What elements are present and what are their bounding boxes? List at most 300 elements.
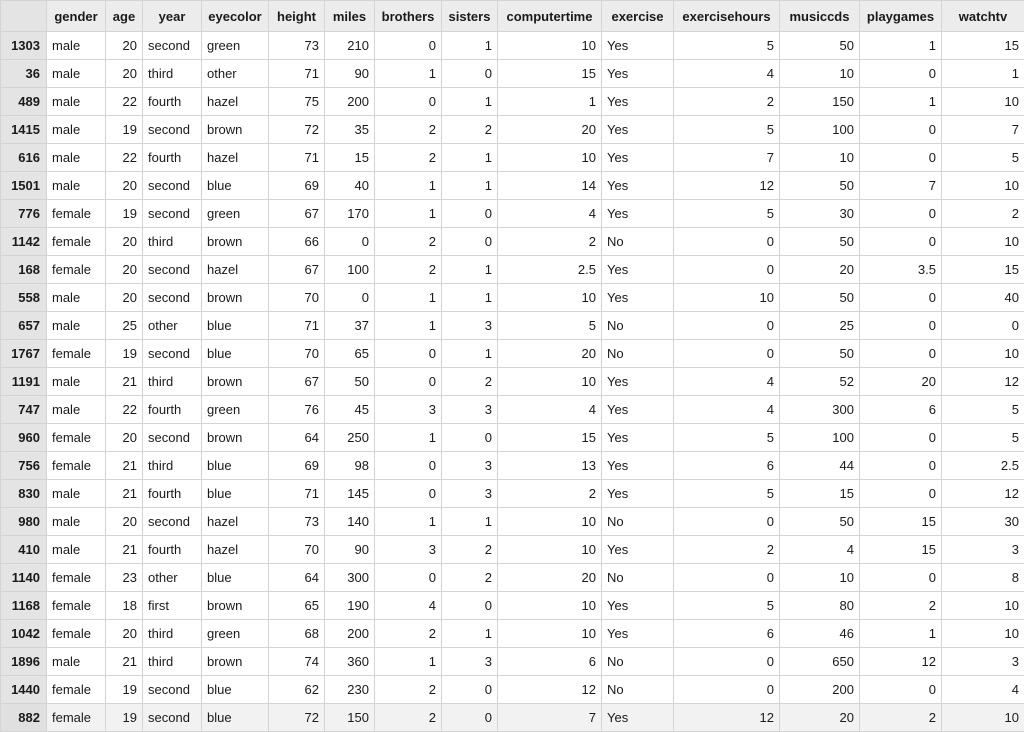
cell-brothers[interactable]: 2 xyxy=(375,116,442,144)
cell-watchtv[interactable]: 30 xyxy=(942,508,1024,536)
cell-watchtv[interactable]: 0 xyxy=(942,312,1024,340)
cell-age[interactable]: 20 xyxy=(106,256,143,284)
cell-exercise[interactable]: No xyxy=(602,228,674,256)
cell-age[interactable]: 23 xyxy=(106,564,143,592)
cell-year[interactable]: second xyxy=(143,32,202,60)
cell-miles[interactable]: 0 xyxy=(325,228,375,256)
cell-year[interactable]: third xyxy=(143,368,202,396)
cell-computertime[interactable]: 20 xyxy=(498,564,602,592)
cell-brothers[interactable]: 2 xyxy=(375,228,442,256)
table-row[interactable] xyxy=(1,424,1024,452)
cell-watchtv[interactable]: 10 xyxy=(942,88,1024,116)
cell-exercisehours[interactable]: 7 xyxy=(674,144,780,172)
cell-year[interactable]: second xyxy=(143,172,202,200)
table-row[interactable] xyxy=(1,676,1024,704)
cell-exercise[interactable]: Yes xyxy=(602,200,674,228)
cell-eyecolor[interactable]: green xyxy=(202,32,269,60)
cell-sisters[interactable]: 0 xyxy=(442,592,498,620)
cell-brothers[interactable]: 0 xyxy=(375,32,442,60)
cell-year[interactable]: fourth xyxy=(143,88,202,116)
cell-age[interactable]: 19 xyxy=(106,704,143,732)
row-index[interactable]: 882 xyxy=(1,704,47,732)
cell-exercise[interactable]: Yes xyxy=(602,592,674,620)
table-row[interactable] xyxy=(1,88,1024,116)
cell-gender[interactable]: male xyxy=(47,116,106,144)
cell-sisters[interactable]: 2 xyxy=(442,536,498,564)
cell-brothers[interactable]: 1 xyxy=(375,312,442,340)
row-index[interactable]: 558 xyxy=(1,284,47,312)
cell-height[interactable]: 72 xyxy=(269,704,325,732)
cell-computertime[interactable]: 2.5 xyxy=(498,256,602,284)
cell-age[interactable]: 20 xyxy=(106,32,143,60)
cell-exercise[interactable]: Yes xyxy=(602,480,674,508)
cell-age[interactable]: 20 xyxy=(106,60,143,88)
cell-computertime[interactable]: 10 xyxy=(498,508,602,536)
cell-year[interactable]: second xyxy=(143,116,202,144)
cell-gender[interactable]: male xyxy=(47,88,106,116)
cell-year[interactable]: third xyxy=(143,620,202,648)
cell-sisters[interactable]: 1 xyxy=(442,284,498,312)
cell-miles[interactable]: 100 xyxy=(325,256,375,284)
cell-computertime[interactable]: 12 xyxy=(498,676,602,704)
column-header-playgames[interactable]: playgames xyxy=(860,1,942,32)
cell-year[interactable]: second xyxy=(143,284,202,312)
cell-height[interactable]: 73 xyxy=(269,32,325,60)
cell-computertime[interactable]: 4 xyxy=(498,396,602,424)
cell-computertime[interactable]: 15 xyxy=(498,424,602,452)
column-header-year[interactable]: year xyxy=(143,1,202,32)
row-index[interactable]: 830 xyxy=(1,480,47,508)
cell-computertime[interactable]: 2 xyxy=(498,228,602,256)
cell-playgames[interactable]: 0 xyxy=(860,60,942,88)
cell-musiccds[interactable]: 10 xyxy=(780,60,860,88)
cell-miles[interactable]: 15 xyxy=(325,144,375,172)
cell-exercisehours[interactable]: 12 xyxy=(674,172,780,200)
cell-watchtv[interactable]: 10 xyxy=(942,172,1024,200)
cell-eyecolor[interactable]: blue xyxy=(202,676,269,704)
cell-brothers[interactable]: 1 xyxy=(375,60,442,88)
cell-exercisehours[interactable]: 5 xyxy=(674,424,780,452)
cell-playgames[interactable]: 0 xyxy=(860,564,942,592)
cell-height[interactable]: 62 xyxy=(269,676,325,704)
cell-exercise[interactable]: Yes xyxy=(602,60,674,88)
cell-exercise[interactable]: Yes xyxy=(602,368,674,396)
cell-sisters[interactable]: 0 xyxy=(442,424,498,452)
cell-eyecolor[interactable]: green xyxy=(202,200,269,228)
row-index[interactable]: 756 xyxy=(1,452,47,480)
cell-exercise[interactable]: Yes xyxy=(602,620,674,648)
cell-exercisehours[interactable]: 4 xyxy=(674,396,780,424)
cell-computertime[interactable]: 1 xyxy=(498,88,602,116)
cell-watchtv[interactable]: 10 xyxy=(942,620,1024,648)
cell-sisters[interactable]: 2 xyxy=(442,368,498,396)
cell-exercisehours[interactable]: 5 xyxy=(674,592,780,620)
cell-year[interactable]: third xyxy=(143,60,202,88)
cell-brothers[interactable]: 2 xyxy=(375,620,442,648)
cell-miles[interactable]: 190 xyxy=(325,592,375,620)
cell-exercise[interactable]: Yes xyxy=(602,452,674,480)
cell-computertime[interactable]: 7 xyxy=(498,704,602,732)
cell-miles[interactable]: 98 xyxy=(325,452,375,480)
cell-height[interactable]: 64 xyxy=(269,424,325,452)
cell-sisters[interactable]: 3 xyxy=(442,480,498,508)
cell-eyecolor[interactable]: hazel xyxy=(202,508,269,536)
cell-year[interactable]: third xyxy=(143,228,202,256)
cell-height[interactable]: 76 xyxy=(269,396,325,424)
cell-musiccds[interactable]: 300 xyxy=(780,396,860,424)
cell-age[interactable]: 20 xyxy=(106,424,143,452)
cell-eyecolor[interactable]: green xyxy=(202,396,269,424)
cell-sisters[interactable]: 1 xyxy=(442,88,498,116)
cell-age[interactable]: 20 xyxy=(106,228,143,256)
cell-musiccds[interactable]: 46 xyxy=(780,620,860,648)
cell-sisters[interactable]: 0 xyxy=(442,200,498,228)
row-index[interactable]: 1142 xyxy=(1,228,47,256)
cell-gender[interactable]: female xyxy=(47,200,106,228)
cell-playgames[interactable]: 0 xyxy=(860,480,942,508)
cell-miles[interactable]: 45 xyxy=(325,396,375,424)
cell-watchtv[interactable]: 12 xyxy=(942,480,1024,508)
cell-gender[interactable]: female xyxy=(47,452,106,480)
cell-miles[interactable]: 37 xyxy=(325,312,375,340)
cell-watchtv[interactable]: 5 xyxy=(942,424,1024,452)
cell-miles[interactable]: 210 xyxy=(325,32,375,60)
cell-eyecolor[interactable]: green xyxy=(202,620,269,648)
cell-sisters[interactable]: 3 xyxy=(442,396,498,424)
cell-miles[interactable]: 250 xyxy=(325,424,375,452)
cell-height[interactable]: 70 xyxy=(269,340,325,368)
row-index[interactable]: 168 xyxy=(1,256,47,284)
cell-brothers[interactable]: 1 xyxy=(375,508,442,536)
cell-exercisehours[interactable]: 2 xyxy=(674,88,780,116)
table-row[interactable] xyxy=(1,648,1024,676)
row-index[interactable]: 1767 xyxy=(1,340,47,368)
cell-miles[interactable]: 230 xyxy=(325,676,375,704)
row-index[interactable]: 1042 xyxy=(1,620,47,648)
cell-exercisehours[interactable]: 6 xyxy=(674,452,780,480)
cell-musiccds[interactable]: 50 xyxy=(780,340,860,368)
cell-exercise[interactable]: Yes xyxy=(602,424,674,452)
cell-exercisehours[interactable]: 0 xyxy=(674,312,780,340)
cell-brothers[interactable]: 0 xyxy=(375,564,442,592)
cell-miles[interactable]: 0 xyxy=(325,284,375,312)
cell-height[interactable]: 71 xyxy=(269,480,325,508)
cell-gender[interactable]: male xyxy=(47,480,106,508)
cell-musiccds[interactable]: 52 xyxy=(780,368,860,396)
cell-age[interactable]: 22 xyxy=(106,88,143,116)
cell-computertime[interactable]: 4 xyxy=(498,200,602,228)
cell-height[interactable]: 71 xyxy=(269,144,325,172)
cell-playgames[interactable]: 0 xyxy=(860,676,942,704)
row-index[interactable]: 1140 xyxy=(1,564,47,592)
row-index[interactable]: 980 xyxy=(1,508,47,536)
cell-miles[interactable]: 300 xyxy=(325,564,375,592)
row-index[interactable]: 1191 xyxy=(1,368,47,396)
cell-sisters[interactable]: 0 xyxy=(442,676,498,704)
table-row[interactable] xyxy=(1,312,1024,340)
cell-year[interactable]: other xyxy=(143,564,202,592)
table-row[interactable] xyxy=(1,564,1024,592)
cell-brothers[interactable]: 4 xyxy=(375,592,442,620)
cell-eyecolor[interactable]: brown xyxy=(202,368,269,396)
column-header-age[interactable]: age xyxy=(106,1,143,32)
cell-miles[interactable]: 145 xyxy=(325,480,375,508)
cell-height[interactable]: 72 xyxy=(269,116,325,144)
cell-playgames[interactable]: 3.5 xyxy=(860,256,942,284)
cell-miles[interactable]: 40 xyxy=(325,172,375,200)
cell-gender[interactable]: female xyxy=(47,424,106,452)
cell-playgames[interactable]: 1 xyxy=(860,32,942,60)
cell-eyecolor[interactable]: brown xyxy=(202,424,269,452)
cell-miles[interactable]: 35 xyxy=(325,116,375,144)
cell-watchtv[interactable]: 3 xyxy=(942,536,1024,564)
cell-computertime[interactable]: 10 xyxy=(498,368,602,396)
cell-watchtv[interactable]: 4 xyxy=(942,676,1024,704)
cell-exercisehours[interactable]: 0 xyxy=(674,340,780,368)
cell-eyecolor[interactable]: blue xyxy=(202,312,269,340)
cell-eyecolor[interactable]: hazel xyxy=(202,144,269,172)
cell-eyecolor[interactable]: brown xyxy=(202,648,269,676)
cell-brothers[interactable]: 0 xyxy=(375,88,442,116)
cell-eyecolor[interactable]: brown xyxy=(202,116,269,144)
cell-musiccds[interactable]: 50 xyxy=(780,32,860,60)
cell-age[interactable]: 21 xyxy=(106,368,143,396)
column-header-sisters[interactable]: sisters xyxy=(442,1,498,32)
cell-gender[interactable]: male xyxy=(47,172,106,200)
cell-eyecolor[interactable]: hazel xyxy=(202,536,269,564)
cell-gender[interactable]: male xyxy=(47,60,106,88)
cell-musiccds[interactable]: 100 xyxy=(780,116,860,144)
table-row[interactable] xyxy=(1,172,1024,200)
cell-exercisehours[interactable]: 0 xyxy=(674,228,780,256)
cell-age[interactable]: 20 xyxy=(106,508,143,536)
table-row[interactable] xyxy=(1,116,1024,144)
cell-year[interactable]: second xyxy=(143,340,202,368)
cell-sisters[interactable]: 0 xyxy=(442,60,498,88)
cell-gender[interactable]: female xyxy=(47,340,106,368)
table-row[interactable] xyxy=(1,592,1024,620)
cell-musiccds[interactable]: 80 xyxy=(780,592,860,620)
cell-playgames[interactable]: 12 xyxy=(860,648,942,676)
cell-watchtv[interactable]: 10 xyxy=(942,592,1024,620)
cell-gender[interactable]: female xyxy=(47,592,106,620)
cell-playgames[interactable]: 0 xyxy=(860,144,942,172)
cell-height[interactable]: 67 xyxy=(269,200,325,228)
cell-computertime[interactable]: 13 xyxy=(498,452,602,480)
cell-age[interactable]: 18 xyxy=(106,592,143,620)
cell-age[interactable]: 22 xyxy=(106,144,143,172)
cell-computertime[interactable]: 10 xyxy=(498,536,602,564)
cell-exercisehours[interactable]: 0 xyxy=(674,508,780,536)
row-index[interactable]: 657 xyxy=(1,312,47,340)
cell-miles[interactable]: 90 xyxy=(325,60,375,88)
table-row[interactable] xyxy=(1,368,1024,396)
cell-height[interactable]: 69 xyxy=(269,172,325,200)
row-index[interactable]: 776 xyxy=(1,200,47,228)
cell-brothers[interactable]: 1 xyxy=(375,172,442,200)
cell-watchtv[interactable]: 5 xyxy=(942,144,1024,172)
table-row[interactable] xyxy=(1,396,1024,424)
cell-computertime[interactable]: 6 xyxy=(498,648,602,676)
cell-height[interactable]: 66 xyxy=(269,228,325,256)
cell-eyecolor[interactable]: brown xyxy=(202,228,269,256)
cell-sisters[interactable]: 2 xyxy=(442,116,498,144)
cell-sisters[interactable]: 1 xyxy=(442,32,498,60)
cell-musiccds[interactable]: 50 xyxy=(780,228,860,256)
cell-eyecolor[interactable]: blue xyxy=(202,704,269,732)
cell-playgames[interactable]: 2 xyxy=(860,592,942,620)
cell-exercise[interactable]: No xyxy=(602,312,674,340)
cell-musiccds[interactable]: 650 xyxy=(780,648,860,676)
cell-musiccds[interactable]: 10 xyxy=(780,144,860,172)
cell-height[interactable]: 67 xyxy=(269,256,325,284)
cell-playgames[interactable]: 0 xyxy=(860,312,942,340)
cell-gender[interactable]: male xyxy=(47,144,106,172)
table-row[interactable] xyxy=(1,704,1024,732)
cell-playgames[interactable]: 1 xyxy=(860,620,942,648)
cell-height[interactable]: 70 xyxy=(269,536,325,564)
cell-sisters[interactable]: 1 xyxy=(442,144,498,172)
cell-year[interactable]: second xyxy=(143,200,202,228)
cell-watchtv[interactable]: 2.5 xyxy=(942,452,1024,480)
cell-brothers[interactable]: 1 xyxy=(375,648,442,676)
cell-watchtv[interactable]: 2 xyxy=(942,200,1024,228)
cell-gender[interactable]: female xyxy=(47,704,106,732)
cell-exercise[interactable]: Yes xyxy=(602,536,674,564)
cell-miles[interactable]: 90 xyxy=(325,536,375,564)
cell-gender[interactable]: female xyxy=(47,564,106,592)
cell-watchtv[interactable]: 12 xyxy=(942,368,1024,396)
cell-age[interactable]: 19 xyxy=(106,340,143,368)
table-row[interactable] xyxy=(1,256,1024,284)
cell-playgames[interactable]: 15 xyxy=(860,508,942,536)
cell-computertime[interactable]: 15 xyxy=(498,60,602,88)
cell-exercisehours[interactable]: 12 xyxy=(674,704,780,732)
table-row[interactable] xyxy=(1,620,1024,648)
cell-year[interactable]: other xyxy=(143,312,202,340)
cell-eyecolor[interactable]: blue xyxy=(202,172,269,200)
cell-playgames[interactable]: 20 xyxy=(860,368,942,396)
cell-age[interactable]: 19 xyxy=(106,676,143,704)
column-header-miles[interactable]: miles xyxy=(325,1,375,32)
cell-year[interactable]: second xyxy=(143,256,202,284)
cell-computertime[interactable]: 14 xyxy=(498,172,602,200)
cell-exercise[interactable]: Yes xyxy=(602,284,674,312)
table-row[interactable] xyxy=(1,200,1024,228)
cell-brothers[interactable]: 3 xyxy=(375,396,442,424)
cell-playgames[interactable]: 0 xyxy=(860,284,942,312)
cell-age[interactable]: 19 xyxy=(106,116,143,144)
cell-exercisehours[interactable]: 5 xyxy=(674,116,780,144)
cell-computertime[interactable]: 10 xyxy=(498,284,602,312)
cell-year[interactable]: fourth xyxy=(143,144,202,172)
cell-exercisehours[interactable]: 0 xyxy=(674,256,780,284)
column-header-computertime[interactable]: computertime xyxy=(498,1,602,32)
cell-musiccds[interactable]: 50 xyxy=(780,284,860,312)
cell-age[interactable]: 21 xyxy=(106,452,143,480)
cell-height[interactable]: 67 xyxy=(269,368,325,396)
table-row[interactable] xyxy=(1,32,1024,60)
cell-gender[interactable]: female xyxy=(47,676,106,704)
column-header-height[interactable]: height xyxy=(269,1,325,32)
table-row[interactable] xyxy=(1,508,1024,536)
cell-exercisehours[interactable]: 2 xyxy=(674,536,780,564)
cell-brothers[interactable]: 0 xyxy=(375,452,442,480)
cell-playgames[interactable]: 15 xyxy=(860,536,942,564)
cell-exercisehours[interactable]: 4 xyxy=(674,368,780,396)
cell-gender[interactable]: male xyxy=(47,396,106,424)
cell-year[interactable]: fourth xyxy=(143,480,202,508)
cell-height[interactable]: 69 xyxy=(269,452,325,480)
cell-miles[interactable]: 200 xyxy=(325,88,375,116)
cell-computertime[interactable]: 10 xyxy=(498,620,602,648)
cell-computertime[interactable]: 10 xyxy=(498,144,602,172)
cell-exercisehours[interactable]: 0 xyxy=(674,648,780,676)
cell-gender[interactable]: male xyxy=(47,32,106,60)
cell-gender[interactable]: male xyxy=(47,312,106,340)
cell-year[interactable]: first xyxy=(143,592,202,620)
row-index[interactable]: 1440 xyxy=(1,676,47,704)
cell-gender[interactable]: male xyxy=(47,648,106,676)
cell-brothers[interactable]: 1 xyxy=(375,200,442,228)
cell-age[interactable]: 25 xyxy=(106,312,143,340)
cell-sisters[interactable]: 3 xyxy=(442,452,498,480)
column-header-exercisehours[interactable]: exercisehours xyxy=(674,1,780,32)
cell-brothers[interactable]: 2 xyxy=(375,676,442,704)
cell-height[interactable]: 64 xyxy=(269,564,325,592)
cell-sisters[interactable]: 1 xyxy=(442,620,498,648)
cell-musiccds[interactable]: 20 xyxy=(780,256,860,284)
corner-cell[interactable] xyxy=(1,1,47,32)
cell-musiccds[interactable]: 10 xyxy=(780,564,860,592)
cell-playgames[interactable]: 0 xyxy=(860,340,942,368)
column-header-eyecolor[interactable]: eyecolor xyxy=(202,1,269,32)
cell-gender[interactable]: female xyxy=(47,256,106,284)
cell-musiccds[interactable]: 20 xyxy=(780,704,860,732)
cell-musiccds[interactable]: 50 xyxy=(780,172,860,200)
cell-miles[interactable]: 200 xyxy=(325,620,375,648)
cell-playgames[interactable]: 7 xyxy=(860,172,942,200)
cell-sisters[interactable]: 2 xyxy=(442,564,498,592)
cell-musiccds[interactable]: 4 xyxy=(780,536,860,564)
cell-watchtv[interactable]: 1 xyxy=(942,60,1024,88)
cell-miles[interactable]: 360 xyxy=(325,648,375,676)
cell-sisters[interactable]: 1 xyxy=(442,172,498,200)
cell-eyecolor[interactable]: blue xyxy=(202,340,269,368)
cell-playgames[interactable]: 6 xyxy=(860,396,942,424)
cell-musiccds[interactable]: 100 xyxy=(780,424,860,452)
cell-musiccds[interactable]: 200 xyxy=(780,676,860,704)
cell-gender[interactable]: female xyxy=(47,228,106,256)
cell-exercise[interactable]: No xyxy=(602,676,674,704)
cell-eyecolor[interactable]: other xyxy=(202,60,269,88)
cell-computertime[interactable]: 10 xyxy=(498,592,602,620)
row-index[interactable]: 616 xyxy=(1,144,47,172)
cell-height[interactable]: 71 xyxy=(269,60,325,88)
row-index[interactable]: 1501 xyxy=(1,172,47,200)
row-index[interactable]: 489 xyxy=(1,88,47,116)
cell-brothers[interactable]: 3 xyxy=(375,536,442,564)
row-index[interactable]: 36 xyxy=(1,60,47,88)
cell-musiccds[interactable]: 150 xyxy=(780,88,860,116)
cell-exercise[interactable]: Yes xyxy=(602,396,674,424)
cell-miles[interactable]: 170 xyxy=(325,200,375,228)
cell-watchtv[interactable]: 3 xyxy=(942,648,1024,676)
row-index[interactable]: 410 xyxy=(1,536,47,564)
table-row[interactable] xyxy=(1,480,1024,508)
cell-watchtv[interactable]: 7 xyxy=(942,116,1024,144)
cell-age[interactable]: 21 xyxy=(106,480,143,508)
